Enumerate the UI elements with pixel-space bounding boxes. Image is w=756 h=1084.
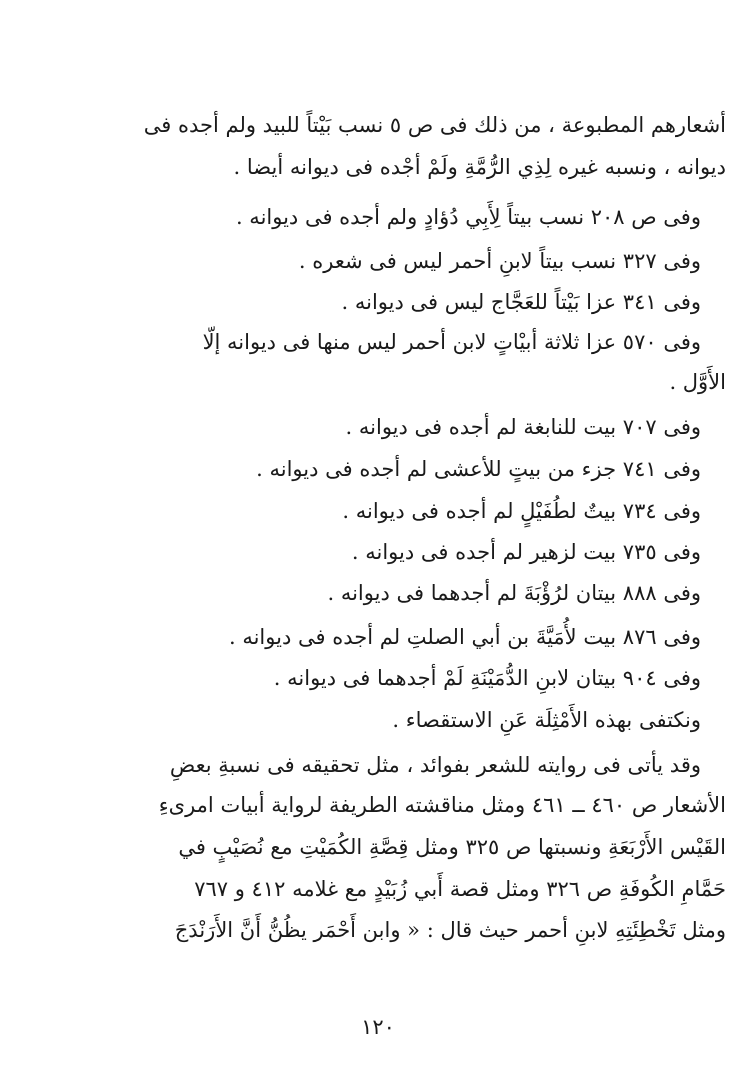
text-line: الأشعار ص ٤٦٠ ــ ٤٦١ ومثل مناقشته الطريفة لرواية أبيات امرىءِ	[158, 793, 726, 817]
text-line: وفى ٥٧٠ عزا ثلاثة أبيْاتٍ لابن أحمر ليس منها فى ديوانه إلّا	[202, 330, 701, 354]
page-number: ١٢٠	[361, 1015, 395, 1039]
text-line: وفى ٣٤١ عزا بَيْتاً للعَجَّاج ليس فى ديوانه .	[341, 290, 701, 314]
text-line: ديوانه ، ونسبه غيره لِذِي الرُّمَّةِ ولَمْ أجْده فى ديوانه أيضا .	[233, 155, 726, 179]
text-line: وفى ٧٤١ جزء من بيتٍ للأعشى لم أجده فى ديوانه .	[256, 457, 701, 481]
text-line: وفى ٨٨٨ بيتان لرُؤْبَةَ لم أجدهما فى ديوانه .	[327, 581, 701, 605]
text-line: القَيْس الأَرْبَعَةِ ونسبتها ص ٣٢٥ ومثل قِصَّةِ الكُمَيْتِ مع نُصَيْبٍ في	[178, 835, 726, 859]
text-line: الأَوَّل .	[669, 370, 726, 394]
text-line: وفى ٧٠٧ بيت للنابغة لم أجده فى ديوانه .	[345, 415, 701, 439]
text-line: ومثل تَخْطِئَتِهِ لابنِ أحمر حيث قال : « وابن أَحْمَر يظُنُّ أَنَّ الأَرَنْدَجَ	[174, 918, 726, 942]
text-line: وفى ٩٠٤ بيتان لابنِ الدُّمَيْنَةِ لَمْ أجدهما فى ديوانه .	[273, 666, 701, 690]
text-line: وفى ٣٢٧ نسب بيتاً لابنِ أحمر ليس فى شعره .	[298, 249, 701, 273]
text-line: وفى ٨٧٦ بيت لأُمَيَّةَ بن أبي الصلتِ لم أجده فى ديوانه .	[228, 625, 701, 649]
text-line: حَمَّامِ الكُوفَةِ ص ٣٢٦ ومثل قصة أَبي زُبَيْدٍ مع غلامه ٤١٢ و ٧٦٧	[194, 877, 726, 901]
text-line: وفى ٧٣٥ بيت لزهير لم أجده فى ديوانه .	[351, 540, 701, 564]
text-line: وفى ٧٣٤ بيتٌ لطُفَيْلٍ لم أجده فى ديوانه .	[342, 499, 701, 523]
text-line: أشعارهم المطبوعة ، من ذلك فى ص ٥ نسب بَيْتاً للبيد ولم أجده فى	[143, 113, 726, 137]
text-line: ونكتفى بهذه الأَمْثِلَة عَنِ الاستقصاء .	[392, 708, 701, 732]
text-line: وقد يأتى فى روايته للشعر بفوائد ، مثل تحقيقه فى نسبةِ بعضِ	[169, 753, 701, 777]
text-line: وفى ص ٢٠٨ نسب بيتاً لِأَبِي دُؤادٍ ولم أجده فى ديوانه .	[235, 205, 701, 229]
